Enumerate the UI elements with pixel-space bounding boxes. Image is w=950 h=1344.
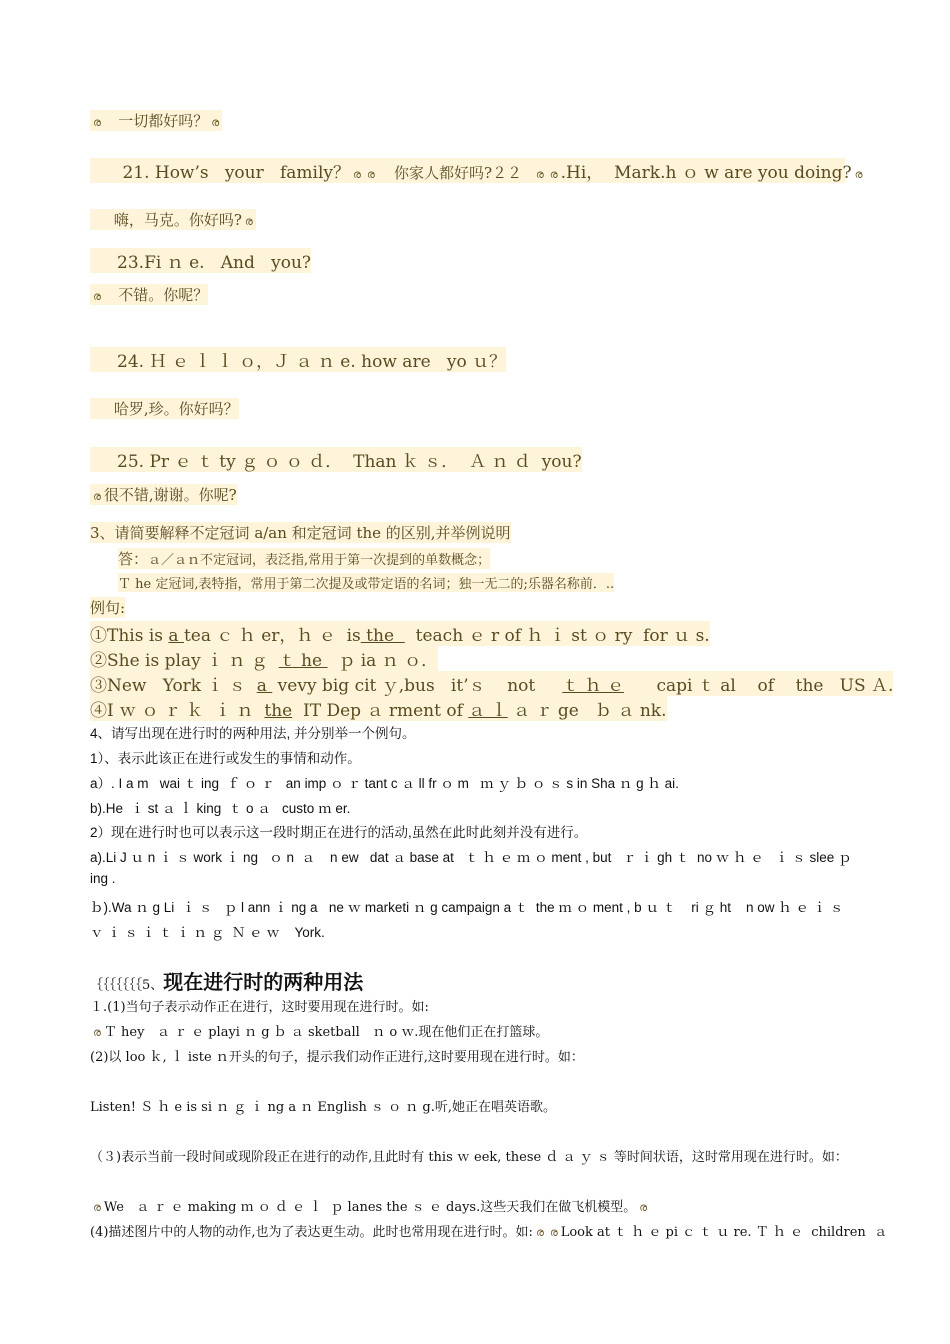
q4-example-d-line1: ｂ).Wa ｎ g Li ｉ ｓ ｐ l ann ｉ ng a ne ｗ marketi ｎ g campaign a ｔ the ｍ ｏ ment , b ｕ ｔ ri ｇ ht n ow ｈ ｅ ｉ ｓ [90,900,844,915]
q4-title: 4、请写出现在进行时的两种用法, 并分别举一个例句。 [90,726,416,741]
q5-line-4: Listen! Ｓ ｈ e is si ｎ ｇ ｉ ng a ｎ English ｓ ｏ ｎ g.听,她正在唱英语歌。 [90,1100,557,1115]
dialog-line-5: ര 不错。你呢？ [90,284,208,305]
q5-line-3: (2)以 loo ｋ, ｌ iste ｎ开头的句子，提示我们动作正进行,这时要用现在进行时。如： [90,1050,584,1065]
dialog-line-8: 25. Pr ｅ ｔ ty ｇ ｏ ｏ ｄ． Than ｋ ｓ． Ａ ｎ ｄ you? [90,447,582,472]
para-mark-icon: ര [93,290,101,303]
dialog-line-6: 24. Ｈ ｅ ｌ ｌ ｏ，Ｊ ａ ｎ e. how are yo ｕ？ [90,347,506,372]
q4-usage-2: 2）现在进行时也可以表示这一段时期正在进行的活动,虽然在此时此刻并没有进行。 [90,825,588,840]
para-mark-icon: ര [854,168,863,181]
q5-heading: ｛｛｛｛｛｛｛5、现在进行时的两种用法 [90,970,364,994]
para-mark-icon: ര [352,168,361,181]
para-mark-icon: ര [93,1026,101,1039]
q3-examples-label: 例句: [90,599,126,617]
q3-answer-2: Ｔ he 定冠词,表特指，常用于第二次提及或带定语的名词；独一无二的;乐器名称前．.. [118,573,614,592]
dialog-line-2: 21. How’s your family？ ര ര 你家人都好吗?２２ ര ര .Hi， Mark.h ｏ w are you doing? ര [90,158,845,183]
q5-line-7: (4)描述图片中的人物的动作,也为了表达更生动。此时也常用现在进行时。如: ര ര Look at ｔ ｈ ｅ pi ｃ ｔ ｕ re. Ｔ ｈ ｅ children ａ [90,1225,888,1240]
para-mark-icon: ര [549,1226,558,1239]
q5-line-2: ര Ｔ hey ａ ｒ ｅ playi ｎ g ｂ ａ sketball ｎ o ｗ.现在他们正在打篮球。 [93,1025,549,1040]
para-mark-icon: ര [93,1201,101,1214]
q3-example-3: ③New York ｉ ｓ a vevy big cit ｙ,bus it’ｓ not ｔ ｈ ｅ capi ｔ al of the US Ａ. [90,671,893,696]
dialog-line-4: 23.Fi ｎ e. And you? [90,248,311,273]
para-mark-icon: ര [639,1201,648,1214]
dialog-line-1: ര 一切都好吗？ ര [90,110,222,131]
para-mark-icon: ര [244,215,253,228]
q5-line-1: １.(1)当句子表示动作正在进行，这时要用现在进行时。如: [90,1000,429,1015]
q5-line-6: ര We ａ ｒ ｅ making ｍ ｏ ｄ ｅ ｌ ｐ lanes the ｓ ｅ days.这些天我们在做飞机模型。 ര [93,1200,648,1215]
q5-line-5: （３)表示当前一段时间或现阶段正在进行的动作,且此时有 this ｗ eek, these ｄ ａ ｙ ｓ 等时间状语，这时常用现在进行时。如： [90,1150,848,1165]
para-mark-icon: ര [549,168,558,181]
q4-example-d-line2: ｖ ｉ ｓ ｉ ｔ ｉ ｎ ｇ Ｎ ｅ ｗ York. [90,925,325,940]
q4-example-b: b).He ｉ st ａ ｌ king ｔ o ａ custo ｍ er. [90,801,351,816]
q4-example-c-line2: ing . [90,871,116,886]
para-mark-icon: ര [211,116,220,129]
q3-example-2: ②She is play ｉ ｎ ｇ ｔ he ｐ ia ｎ ｏ． [90,646,438,671]
q3-example-4: ④I ｗ ｏ ｒ ｋ ｉ ｎ the IT Dep ａ rment of ａ ｌ ａ ｒ ge ｂ ａ nk. [90,696,667,721]
q4-usage-1: 1）、表示此该正在进行或发生的事情和动作。 [90,751,361,766]
q3-example-1: ①This is a tea ｃ ｈ er，ｈ ｅ is the teach ｅ r of ｈ ｉ st ｏ ry for ｕ s. [90,621,710,646]
dialog-line-7: 哈罗,珍。你好吗？ [90,398,239,419]
q3-answer-1: 答：ａ／ａｎ不定冠词，表泛指,常用于第一次提到的单数概念； [118,550,491,568]
para-mark-icon: ര [366,168,375,181]
q4-example-a: a）. I a m wai ｔ ing ｆ ｏ ｒ an imp ｏ ｒ tant c ａ ll fr ｏ m ｍ ｙ ｂ ｏ ｓ s in Sha ｎ g ｈ ai. [90,776,679,791]
q3-title: 3、请简要解释不定冠词 a/an 和定冠词 the 的区别,并举例说明 [90,524,511,542]
para-mark-icon: ര [535,168,544,181]
para-mark-icon: ര [535,1226,544,1239]
dialog-line-9: ര 很不错,谢谢。你呢? [90,484,237,505]
para-mark-icon: ര [93,490,101,503]
q4-example-c-line1: a).Li J ｕ n ｉ ｓ work ｉ ng ｏ n ａ n ew dat ａ base at ｔ ｈ ｅ ｍ ｏ ment , but ｒ ｉ gh ｔ no ｗ ｈ ｅ ｉ ｓ slee ｐ [90,850,852,865]
dialog-line-3: 嗨，马克。你好吗? ര [90,209,256,230]
para-mark-icon: ര [93,116,101,129]
